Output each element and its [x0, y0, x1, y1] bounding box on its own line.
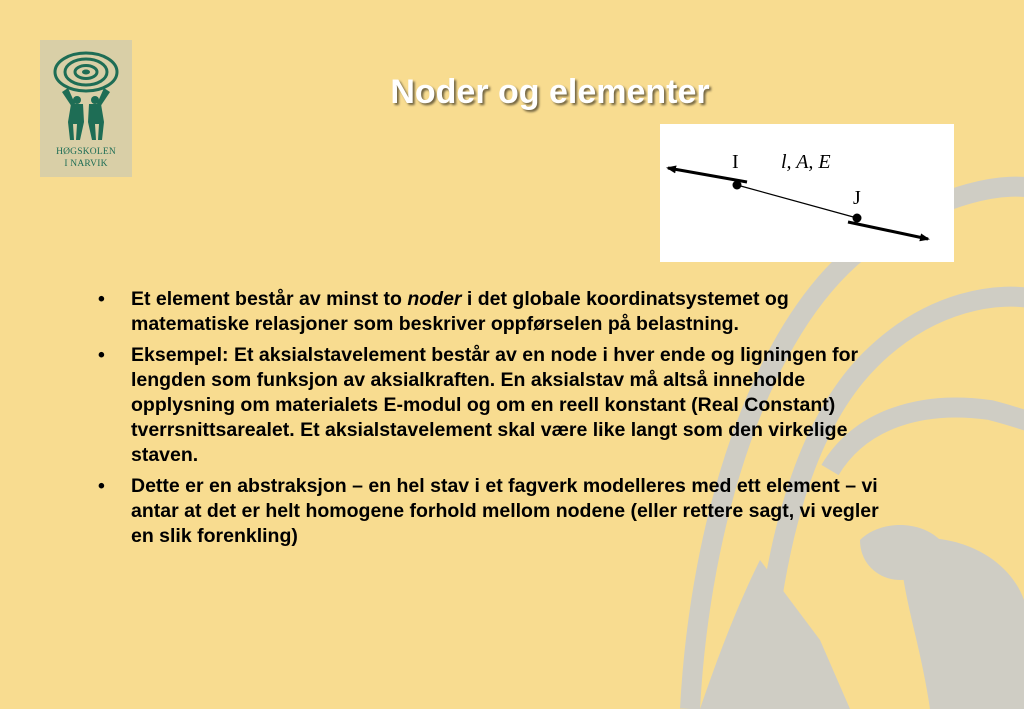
- node-i-dot: [733, 181, 742, 190]
- node-i-label: I: [732, 151, 739, 173]
- bullet-item: [96, 343, 886, 468]
- atlas-figure-icon: [40, 40, 132, 145]
- page-title: Noder og elementer: [390, 73, 710, 111]
- element-line: [737, 185, 857, 218]
- bullet-text-emphasis: noder: [407, 288, 462, 310]
- bullet-marker: •: [98, 475, 105, 497]
- node-j-dot: [853, 214, 862, 223]
- logo-text-line1: HØGSKOLEN: [56, 147, 116, 157]
- bullet-text-start: Et element består av minst to: [131, 288, 408, 310]
- node-j-label: J: [853, 187, 861, 209]
- element-line-diagram: [660, 124, 954, 262]
- bullet-marker: •: [98, 288, 105, 310]
- bullet-list: [96, 287, 886, 555]
- bullet-item: [96, 287, 886, 337]
- bullet-item: [96, 474, 886, 549]
- bullet-marker: •: [98, 344, 105, 366]
- element-properties-label: l, A, E: [781, 151, 831, 173]
- school-logo: [40, 40, 132, 177]
- bullet-text: Dette er en abstraksjon – en hel stav i et fagverk modelleres med ett element – vi antar at det er helt homogene forhold mellom nodene (eller rettere sagt, vi vegler en slik forenkling): [131, 475, 879, 547]
- force-arrow-right: [848, 222, 928, 239]
- bullet-text-end: i det globale koordinatsystemet og matematiske relasjoner som beskriver oppførselen på belastning.: [131, 288, 789, 335]
- bullet-text: Eksempel: Et aksialstavelement består av en node i hver ende og ligningen for lengden som funksjon av aksialkraften. En aksialstav må altså inneholde opplysning om materialets E-modul og om en reell konstant (Real Constant) tverrsnittsarealet. Et aksialstavelement skal være like langt som den virkelige staven.: [131, 344, 859, 466]
- element-diagram: [660, 124, 954, 262]
- logo-text-line2: I NARVIK: [64, 159, 108, 169]
